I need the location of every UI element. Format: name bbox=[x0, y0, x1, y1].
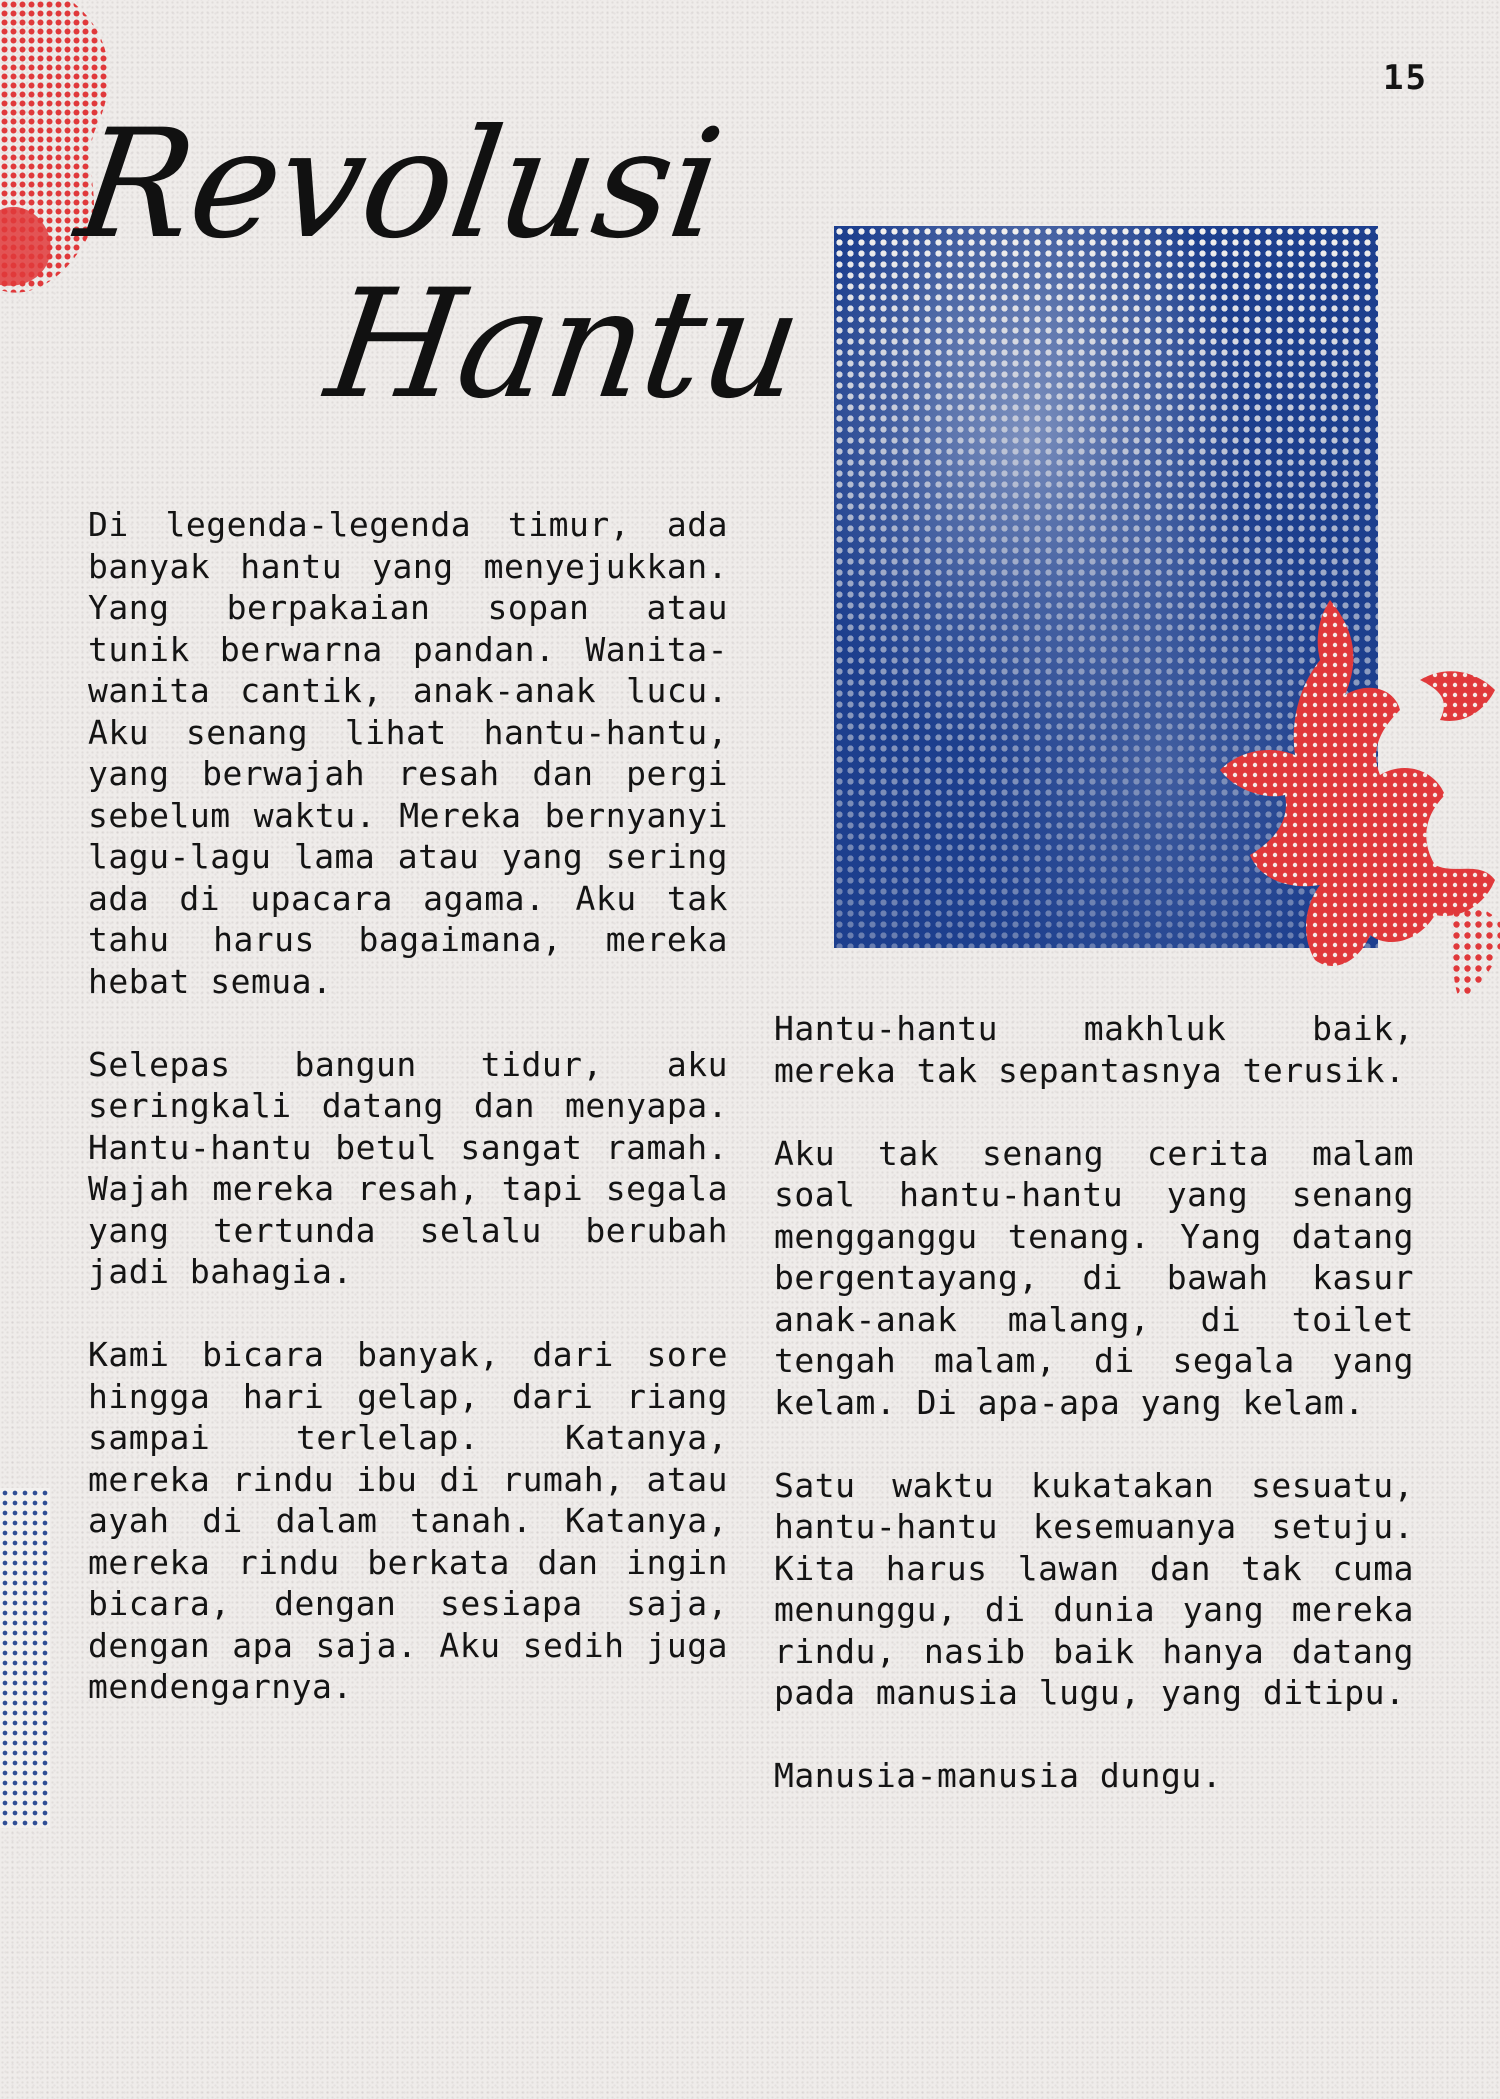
left-paragraph-2: Selepas bangun tidur, aku seringkali datang dan menyapa. Hantu-hantu betul sangat ramah. Wajah mereka resah, tapi segala yang tertunda selalu berubah jadi bahagia. bbox=[88, 1044, 728, 1291]
left-paragraph-1: Di legenda-legenda timur, ada banyak hantu yang menyejukkan. Yang berpakaian sopan atau tunik berwarna pandan. Wanita-wanita cantik, anak-anak lucu. Aku senang lihat hantu-hantu, yang berwajah resah dan pergi sebelum waktu. Mereka bernyanyi lagu-lagu lama atau yang sering ada di upacara agama. Aku tak tahu harus bagaimana, mereka hebat semua. bbox=[88, 505, 728, 1001]
right-paragraph-3: Satu waktu kukatakan sesuatu, hantu-hantu kesemuanya setuju. Kita harus lawan dan tak cuma menunggu, di dunia yang mereka rindu, nasib baik hanya datang pada manusia lugu, yang ditipu. bbox=[774, 1465, 1414, 1712]
left-column bbox=[88, 504, 728, 1749]
left-paragraph-3: Kami bicara banyak, dari sore hingga hari gelap, dari riang sampai terlelap. Katanya, mereka rindu ibu di rumah, atau ayah di dalam tanah. Katanya, mereka rindu berkata dan ingin bicara, dengan sesiapa saja, dengan apa saja. Aku sedih juga mendengarnya. bbox=[88, 1335, 728, 1706]
right-paragraph-2: Aku tak senang cerita malam soal hantu-hantu yang senang mengganggu tenang. Yang datang bergentayang, di bawah kasur anak-anak malang, di toilet tengah malam, di segala yang kelam. Di apa-apa yang kelam. bbox=[774, 1133, 1414, 1422]
title-line-2: Hantu bbox=[317, 258, 811, 432]
right-column bbox=[774, 1008, 1414, 1838]
page-title bbox=[67, 98, 811, 440]
red-halftone-flower-icon bbox=[1220, 600, 1500, 1020]
title-line-1: Revolusi bbox=[67, 98, 731, 272]
right-paragraph-1: Hantu-hantu makhluk baik, mereka tak sepantasnya terusik. bbox=[774, 1009, 1414, 1090]
right-paragraph-4: Manusia-manusia dungu. bbox=[774, 1756, 1223, 1795]
page-number: 15 bbox=[1383, 58, 1428, 98]
blue-halftone-strip bbox=[0, 1488, 50, 1828]
